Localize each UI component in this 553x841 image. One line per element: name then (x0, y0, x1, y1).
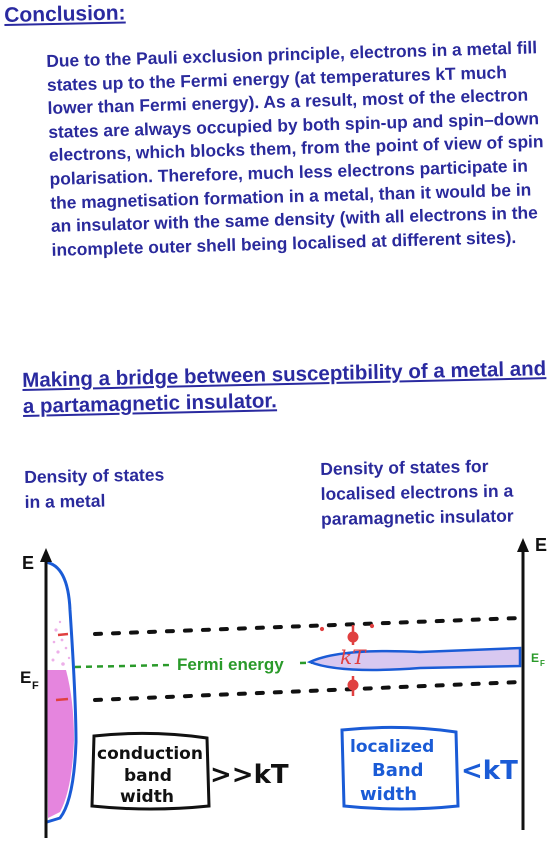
lower-thermal-line (95, 682, 520, 700)
left-fermi-sub: F (32, 680, 39, 692)
right-axis-label: E (535, 535, 548, 555)
fermi-level-line-left (75, 665, 172, 667)
insulator-caption-line-2: localised electrons in a (320, 480, 514, 504)
metal-red-tick-upper (58, 634, 68, 635)
right-axis-arrowhead (517, 538, 529, 552)
upper-thermal-line (95, 618, 520, 634)
localized-box-line-2: Band (372, 760, 424, 781)
left-axis-label: E (22, 553, 35, 573)
metal-thermal-smear (52, 621, 71, 666)
conduction-relation: >>kT (210, 760, 289, 790)
metal-red-tick-lower (56, 699, 68, 700)
right-fermi-label: E (531, 651, 540, 665)
fermi-energy-label: Fermi energy (177, 655, 284, 674)
bridge-title: Making a bridge between susceptibility of a metal and a partamagnetic insulator. (22, 357, 547, 418)
conclusion-text: Due to the Pauli exclusion principle, electrons in a metal fill states up to the Fermi energy (at temperatures kT much lower than Fermi energy). As a result, most of the electron states are always occupied by both spin-up and spin–down electrons, which blocks them, from the point of view of spin polarisation. Therefore, much less electrons participate in the magnetisation formation in a metal, than it would be in an insulator with the same density (with all electrons in the incomplete outer shell being localised at different sites). (46, 37, 544, 260)
insulator-caption-line-1: Density of states for (320, 456, 489, 479)
conclusion-title: Conclusion: (4, 1, 126, 27)
kt-label: kT (340, 645, 366, 669)
insulator-caption-line-3: paramagnetic insulator (320, 505, 514, 529)
conduction-box-line-2: band (124, 766, 172, 786)
localized-box-line-1: localized (350, 737, 435, 757)
left-fermi-label: E (20, 668, 32, 687)
localized-relation: <kT (461, 756, 518, 786)
metal-caption-line-2: in a metal (24, 490, 106, 512)
right-fermi-sub: F (540, 659, 545, 668)
localized-box-line-3: width (360, 784, 418, 805)
conduction-box-line-3: width (120, 787, 174, 807)
metal-caption-line-1: Density of states (24, 464, 165, 487)
left-axis-arrowhead (40, 548, 52, 562)
conduction-box-line-1: conduction (97, 744, 203, 764)
